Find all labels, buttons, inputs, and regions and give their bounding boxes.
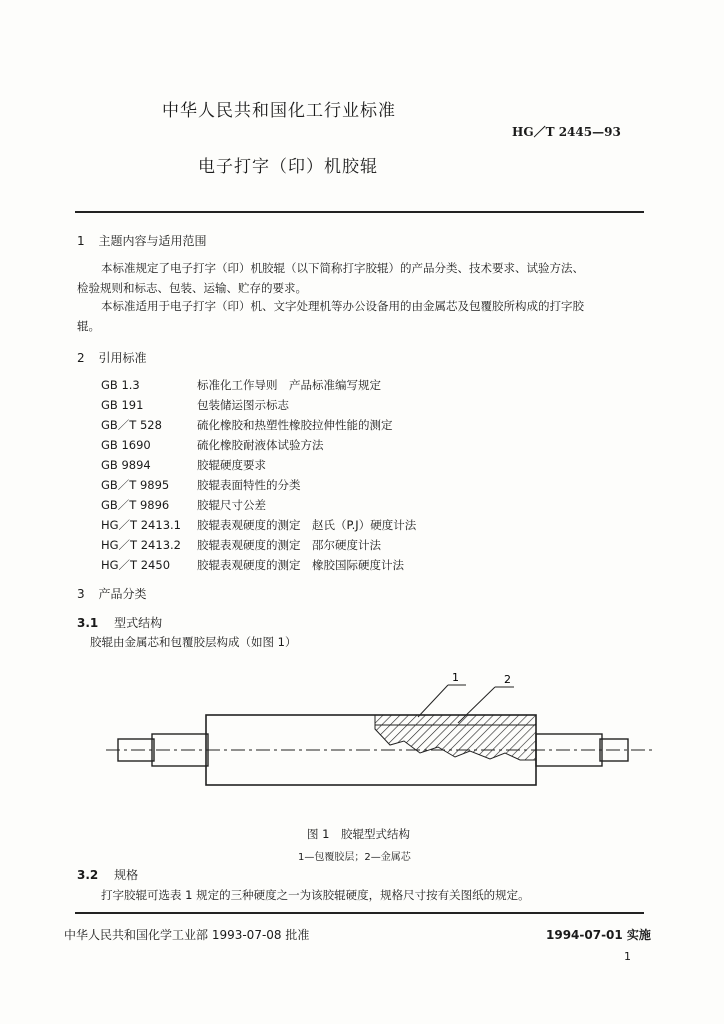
section-1-para-2-line-2: 辊。 (77, 319, 100, 333)
reference-item (101, 437, 324, 453)
reference-title: 硫化橡胶和热塑性橡胶拉伸性能的测定 (197, 418, 393, 432)
reference-title: 胶辊表观硬度的测定 橡胶国际硬度计法 (197, 558, 404, 572)
metal-core-section (375, 725, 536, 760)
reference-code: HG／T 2413.2 (101, 538, 181, 552)
reference-code: HG／T 2413.1 (101, 518, 181, 532)
page-number: 1 (624, 950, 631, 963)
reference-code: GB 1690 (101, 438, 151, 452)
section-3-number: 3 (77, 587, 85, 601)
reference-item (101, 397, 289, 413)
reference-item (101, 517, 416, 533)
reference-item (101, 537, 381, 553)
standard-type-title: 中华人民共和国化工行业标准 (162, 101, 396, 121)
section-1-para-1-line-1: 本标准规定了电子打字（印）机胶辊（以下简称打字胶辊）的产品分类、技术要求、试验方法、 (101, 261, 584, 275)
figure-caption: 图 1 胶辊型式结构 (307, 827, 410, 841)
reference-item (101, 557, 404, 573)
subsection-3-2-paragraph: 打字胶辊可选表 1 规定的三种硬度之一为该胶辊硬度，规格尺寸按有关图纸的规定。 (101, 888, 530, 902)
section-2-number: 2 (77, 351, 85, 365)
subsection-3-2-number: 3.2 (77, 868, 99, 882)
reference-item (101, 417, 393, 433)
section-1-para-1-line-2: 检验规则和标志、包装、运输、贮存的要求。 (77, 281, 307, 295)
reference-item (101, 497, 266, 513)
subsection-3-1-heading (77, 614, 162, 631)
reference-title: 胶辊硬度要求 (197, 458, 266, 472)
reference-code: GB／T 9895 (101, 478, 170, 492)
section-1-number: 1 (77, 234, 85, 248)
approval-info: 中华人民共和国化学工业部 1993-07-08 批准 (64, 928, 310, 942)
reference-title: 胶辊表观硬度的测定 赵氏（P.J）硬度计法 (197, 518, 417, 532)
reference-title: 包装储运图示标志 (197, 398, 289, 412)
footer-divider (75, 912, 644, 914)
reference-title: 胶辊尺寸公差 (197, 498, 266, 512)
figure-legend: 1—包覆胶层；2—金属芯 (298, 852, 411, 863)
section-1-para-2-line-1: 本标准适用于电子打字（印）机、文字处理机等办公设备用的由金属芯及包覆胶所构成的打字胶 (101, 299, 584, 313)
subsection-3-2-title: 规格 (114, 868, 139, 882)
roller-structure-figure (0, 665, 724, 825)
figure-label-2: 2 (504, 673, 511, 686)
reference-item (101, 457, 266, 473)
reference-item (101, 477, 301, 493)
figure-label-1: 1 (452, 671, 459, 684)
subsection-3-2-heading (77, 866, 138, 883)
header-divider (75, 211, 644, 213)
subsection-3-1-title: 型式结构 (114, 616, 163, 630)
reference-title: 标准化工作导则 产品标准编写规定 (197, 378, 381, 392)
section-2-title: 引用标准 (98, 351, 147, 365)
subsection-3-1-number: 3.1 (77, 616, 99, 630)
document-title: 电子打字（印）机胶辊 (198, 157, 378, 177)
section-1-heading (77, 232, 206, 249)
leader-line-1 (418, 685, 448, 717)
reference-code: GB 191 (101, 398, 144, 412)
reference-code: GB 1.3 (101, 378, 140, 392)
section-1-title: 主题内容与适用范围 (98, 234, 207, 248)
reference-item (101, 377, 381, 393)
reference-title: 硫化橡胶耐液体试验方法 (197, 438, 324, 452)
reference-code: GB／T 528 (101, 418, 162, 432)
reference-title: 胶辊表面特性的分类 (197, 478, 301, 492)
effective-date: 1994-07-01 实施 (546, 928, 651, 942)
subsection-3-1-paragraph: 胶辊由金属芯和包覆胶层构成（如图 1） (90, 635, 297, 649)
reference-code: GB／T 9896 (101, 498, 170, 512)
section-3-heading (77, 585, 146, 602)
reference-title: 胶辊表观硬度的测定 邵尔硬度计法 (197, 538, 381, 552)
reference-code: GB 9894 (101, 458, 151, 472)
section-3-title: 产品分类 (98, 587, 147, 601)
standard-code: HG／T 2445—93 (512, 125, 621, 139)
section-2-heading (77, 349, 146, 366)
reference-code: HG／T 2450 (101, 558, 171, 572)
rubber-cover-section (375, 715, 536, 725)
